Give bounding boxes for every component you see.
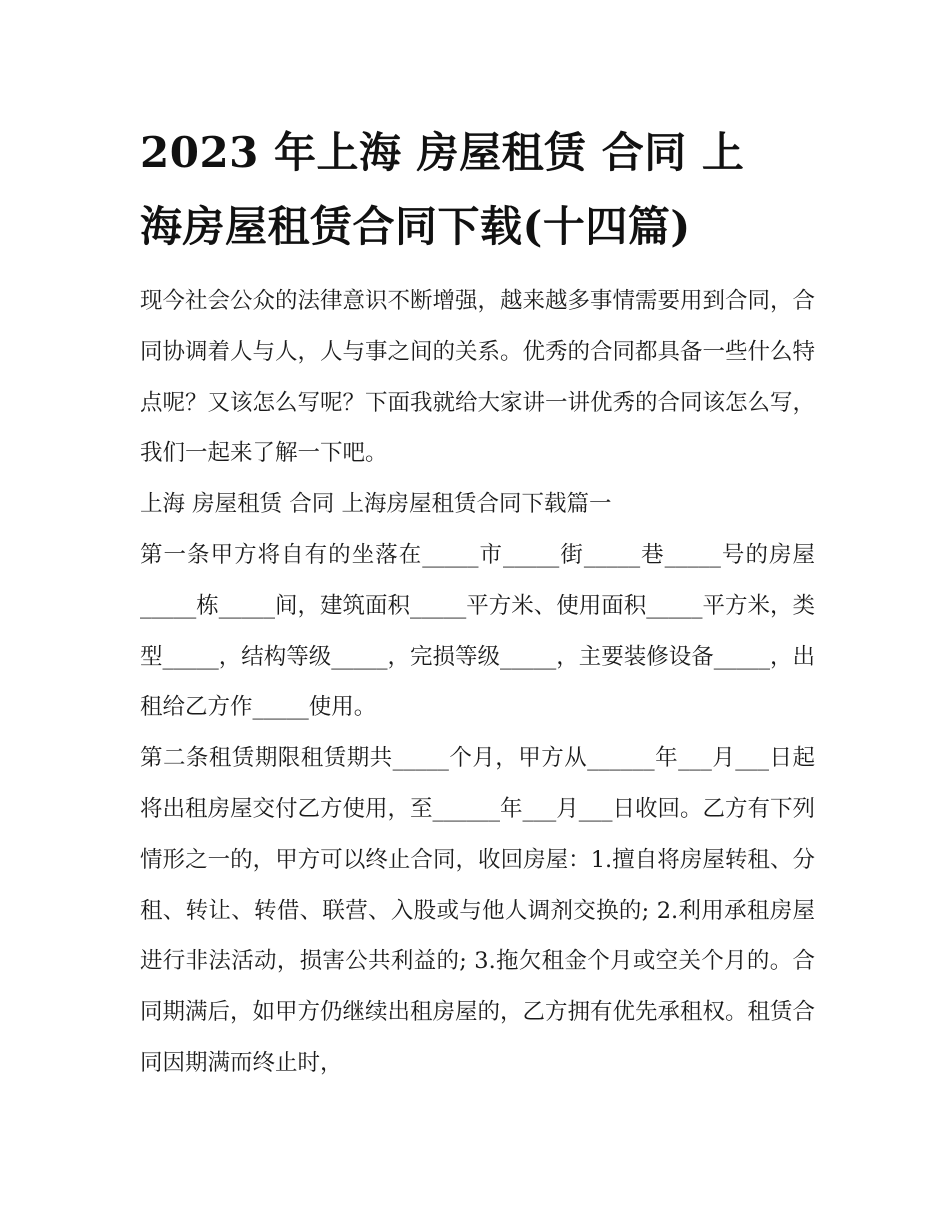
intro-paragraph: 现今社会公众的法律意识不断增强，越来越多事情需要用到合同，合同协调着人与人，人与事之间的关系。优秀的合同都具备一些什么特点呢？又该怎么写呢？下面我就给大家讲一讲优秀的合同该怎么写，我们一起来了解一下吧。	[140, 288, 816, 467]
title-line-2: 海房屋租赁合同下载(十四篇)	[140, 202, 691, 251]
document-title	[140, 116, 815, 264]
title-line-1: 2023 年上海 房屋租赁 合同 上	[140, 128, 745, 177]
document-body	[140, 276, 815, 1089]
section-heading: 上海 房屋租赁 合同 上海房屋租赁合同下载篇一	[140, 491, 612, 518]
article-1-paragraph: 第一条甲方将自有的坐落在_____市_____街_____巷_____号的房屋_____栋_____间，建筑面积_____平方米、使用面积_____平方米，类型_____，结构等级_____，完损等级_____，主要装修设备_____，出租给乙方作_____使用。	[140, 541, 816, 721]
article-2-paragraph: 第二条租赁期限租赁期共_____个月，甲方从______年___月___日起将出租房屋交付乙方使用，至______年___月___日收回。乙方有下列情形之一的，甲方可以终止合同，收回房屋：1.擅自将房屋转租、分租、转让、转借、联营、入股或与他人调剂交换的; 2.利用承租房屋进行非法活动，损害公共利益的; 3.拖欠租金个月或空关个月的。合同期满后，如甲方仍继续出租房屋的，乙方拥有优先承租权。租赁合同因期满而终止时，	[140, 745, 816, 1076]
document-content	[140, 116, 815, 1089]
